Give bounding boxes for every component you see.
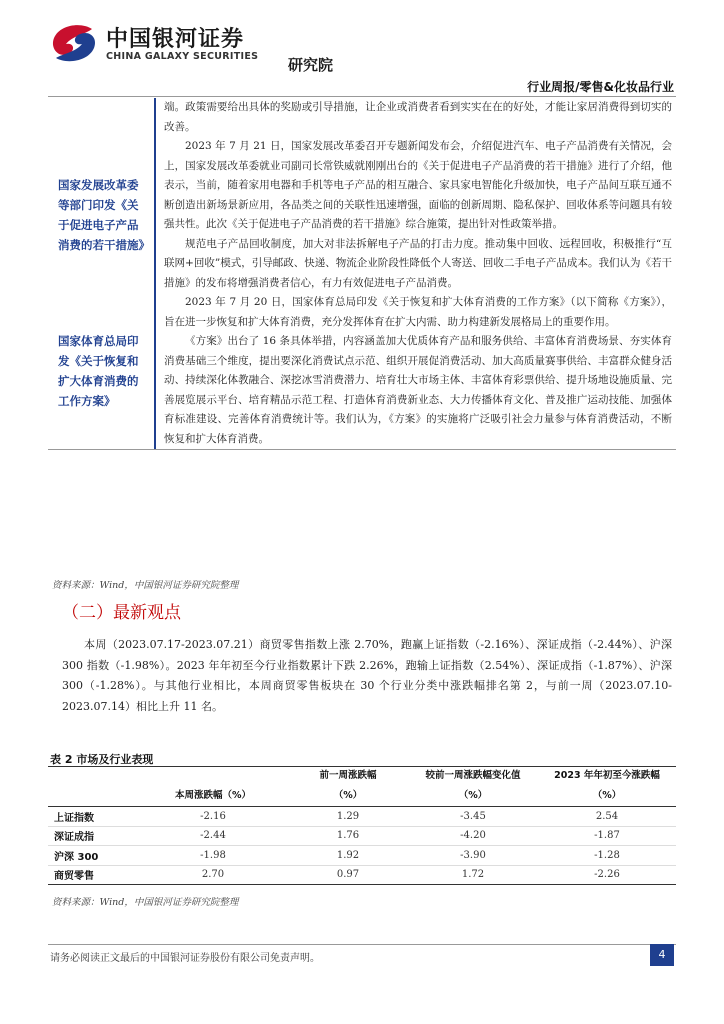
cell-change: 1.72 xyxy=(408,865,538,885)
topic-row xyxy=(48,293,676,449)
cell-ytd: -2.26 xyxy=(538,865,676,885)
cell-week: -2.16 xyxy=(138,807,288,827)
footer-divider xyxy=(48,944,676,945)
topic-paragraph: 规范电子产品回收制度，加大对非法拆解电子产品的打击力度。推动集中回收、远程回收，积极推行“互联网+回收”模式，引导邮政、快递、物流企业阶段性降低个人寄送、回收二手电子产品成本。我们认为《若干措施》的发布将增强消费者信心，有力有效促进电子产品消费。 xyxy=(164,237,672,289)
cell-ytd: -1.87 xyxy=(538,826,676,846)
source-note: 资料来源：Wind，中国银河证券研究院整理 xyxy=(52,580,239,591)
row-name: 商贸零售 xyxy=(48,865,138,885)
summary-paragraph: 本周（2023.07.17-2023.07.21）商贸零售指数上涨 2.70%，跑赢上证指数（-2.16%）、深证成指（-2.44%）、沪深 300 指数（-1.98%）。2023 年年初至今行业指数累计下跌 2.26%，跑输上证指数（2.54%）、深证成指（-1.87%）、沪深 300（-1.28%）。与其他行业相比，本周商贸零售板块在 30 个行业分类中涨跌幅排名第 2，与前一周（2023.07.10-2023.07.14）相比上升 11 名。 xyxy=(62,638,672,713)
cell-change: -3.90 xyxy=(408,846,538,866)
footer-disclaimer: 请务必阅读正文最后的中国银河证券股份有限公司免责声明。 xyxy=(50,953,320,964)
report-tag: 行业周报/零售&化妆品行业 xyxy=(527,80,674,94)
table-row xyxy=(48,807,676,827)
table-caption: 表 2 市场及行业表现 xyxy=(50,753,154,766)
page-number: 4 xyxy=(650,944,674,966)
cell-week: -1.98 xyxy=(138,846,288,866)
table-row xyxy=(48,846,676,866)
column-header: 2023 年年初至今涨跌幅 （%） xyxy=(554,770,660,801)
cell-week: -2.44 xyxy=(138,826,288,846)
header-divider xyxy=(48,96,676,97)
topic-paragraph: 2023 年 7 月 20 日，国家体育总局印发《关于恢复和扩大体育消费的工作方案》（以下简称《方案》），旨在进一步恢复和扩大体育消费，充分发挥体育在扩大内需、助力构建新发展格局上的重要作用。 xyxy=(164,296,672,328)
column-header: 前一周涨跌幅 （%） xyxy=(319,770,377,801)
topic-paragraph: 《方案》出台了 16 条具体举措，内容涵盖加大优质体育产品和服务供给、丰富体育消费场景、夯实体育消费基础三个维度，提出要深化消费试点示范、组织开展促消费活动、加大高质量赛事供给、丰富群众健身活动、持续深化体教融合、深挖冰雪消费潜力、培育壮大市场主体、丰富体育彩票供给、提升场地设施质量、完善展览展示平台、培育精品示范工程、打造体育消费新业态、大力传播体育文化、普及推广运动技能、加强体育标准建设、完善体育消费统计等。我们认为，《方案》的实施将广泛吸引社会力量参与体育消费活动，不断恢复和扩大体育消费。 xyxy=(164,335,672,445)
column-header: 本周涨跌幅（%） xyxy=(174,790,252,801)
topic-row xyxy=(48,98,676,137)
table-row xyxy=(48,865,676,885)
topic-row xyxy=(48,137,676,293)
cell-ytd: 2.54 xyxy=(538,807,676,827)
source-note: 资料来源：Wind，中国银河证券研究院整理 xyxy=(52,897,239,908)
brand-logo xyxy=(48,20,334,74)
institute-label: 研究院 xyxy=(288,56,334,74)
table-row xyxy=(48,826,676,846)
brand-name-en: CHINA GALAXY SECURITIES xyxy=(106,51,259,62)
table-header-row xyxy=(48,766,676,807)
cell-change: -4.20 xyxy=(408,826,538,846)
cell-prev: 1.29 xyxy=(288,807,408,827)
cell-prev: 1.76 xyxy=(288,826,408,846)
cell-prev: 1.92 xyxy=(288,846,408,866)
topic-content xyxy=(154,98,676,137)
cell-week: 2.70 xyxy=(138,865,288,885)
topic-label: 国家体育总局印发《关于恢复和扩大体育消费的工作方案》 xyxy=(58,334,139,408)
topic-label-cell xyxy=(48,293,154,449)
column-header xyxy=(48,766,138,807)
cell-prev: 0.97 xyxy=(288,865,408,885)
row-name: 沪深 300 xyxy=(48,846,138,866)
cell-change: -3.45 xyxy=(408,807,538,827)
brand-name-cn: 中国银河证券 xyxy=(106,27,245,52)
policy-topic-table xyxy=(48,98,676,450)
topic-label-cell xyxy=(48,98,154,137)
column-header: 较前一周涨跌幅变化值 （%） xyxy=(425,770,521,801)
galaxy-logo-icon xyxy=(48,20,100,66)
section-title: （二）最新观点 xyxy=(62,603,181,623)
row-name: 深证成指 xyxy=(48,826,138,846)
market-performance-table xyxy=(48,766,676,885)
topic-label: 国家发展改革委等部门印发《关于促进电子产品消费的若干措施》 xyxy=(58,178,150,252)
topic-paragraph: 端。政策需要给出具体的奖励或引导措施，让企业或消费者看到实实在在的好处，才能让家居消费得到切实的改善。 xyxy=(164,101,672,133)
topic-paragraph: 2023 年 7 月 21 日，国家发展改革委召开专题新闻发布会，介绍促进汽车、电子产品消费有关情况，会上，国家发展改革委就业司副司长常铁威就刚刚出台的《关于促进电子产品消费的若干措施》进行了介绍，他表示，当前，随着家用电器和手机等电子产品的相互融合、家具家电智能化升级加快，电子产品间互联互通不断创造出新场景新应用，各品类之间的关联性迅速增强，面临的创新周期、隐私保护、回收体系等问题具有较强共性。此次《关于促进电子产品消费的若干措施》综合施策，提出针对性政策举措。 xyxy=(164,140,672,230)
row-name: 上证指数 xyxy=(48,807,138,827)
cell-ytd: -1.28 xyxy=(538,846,676,866)
topic-content xyxy=(154,137,676,293)
topic-content xyxy=(154,293,676,449)
topic-label-cell xyxy=(48,137,154,293)
